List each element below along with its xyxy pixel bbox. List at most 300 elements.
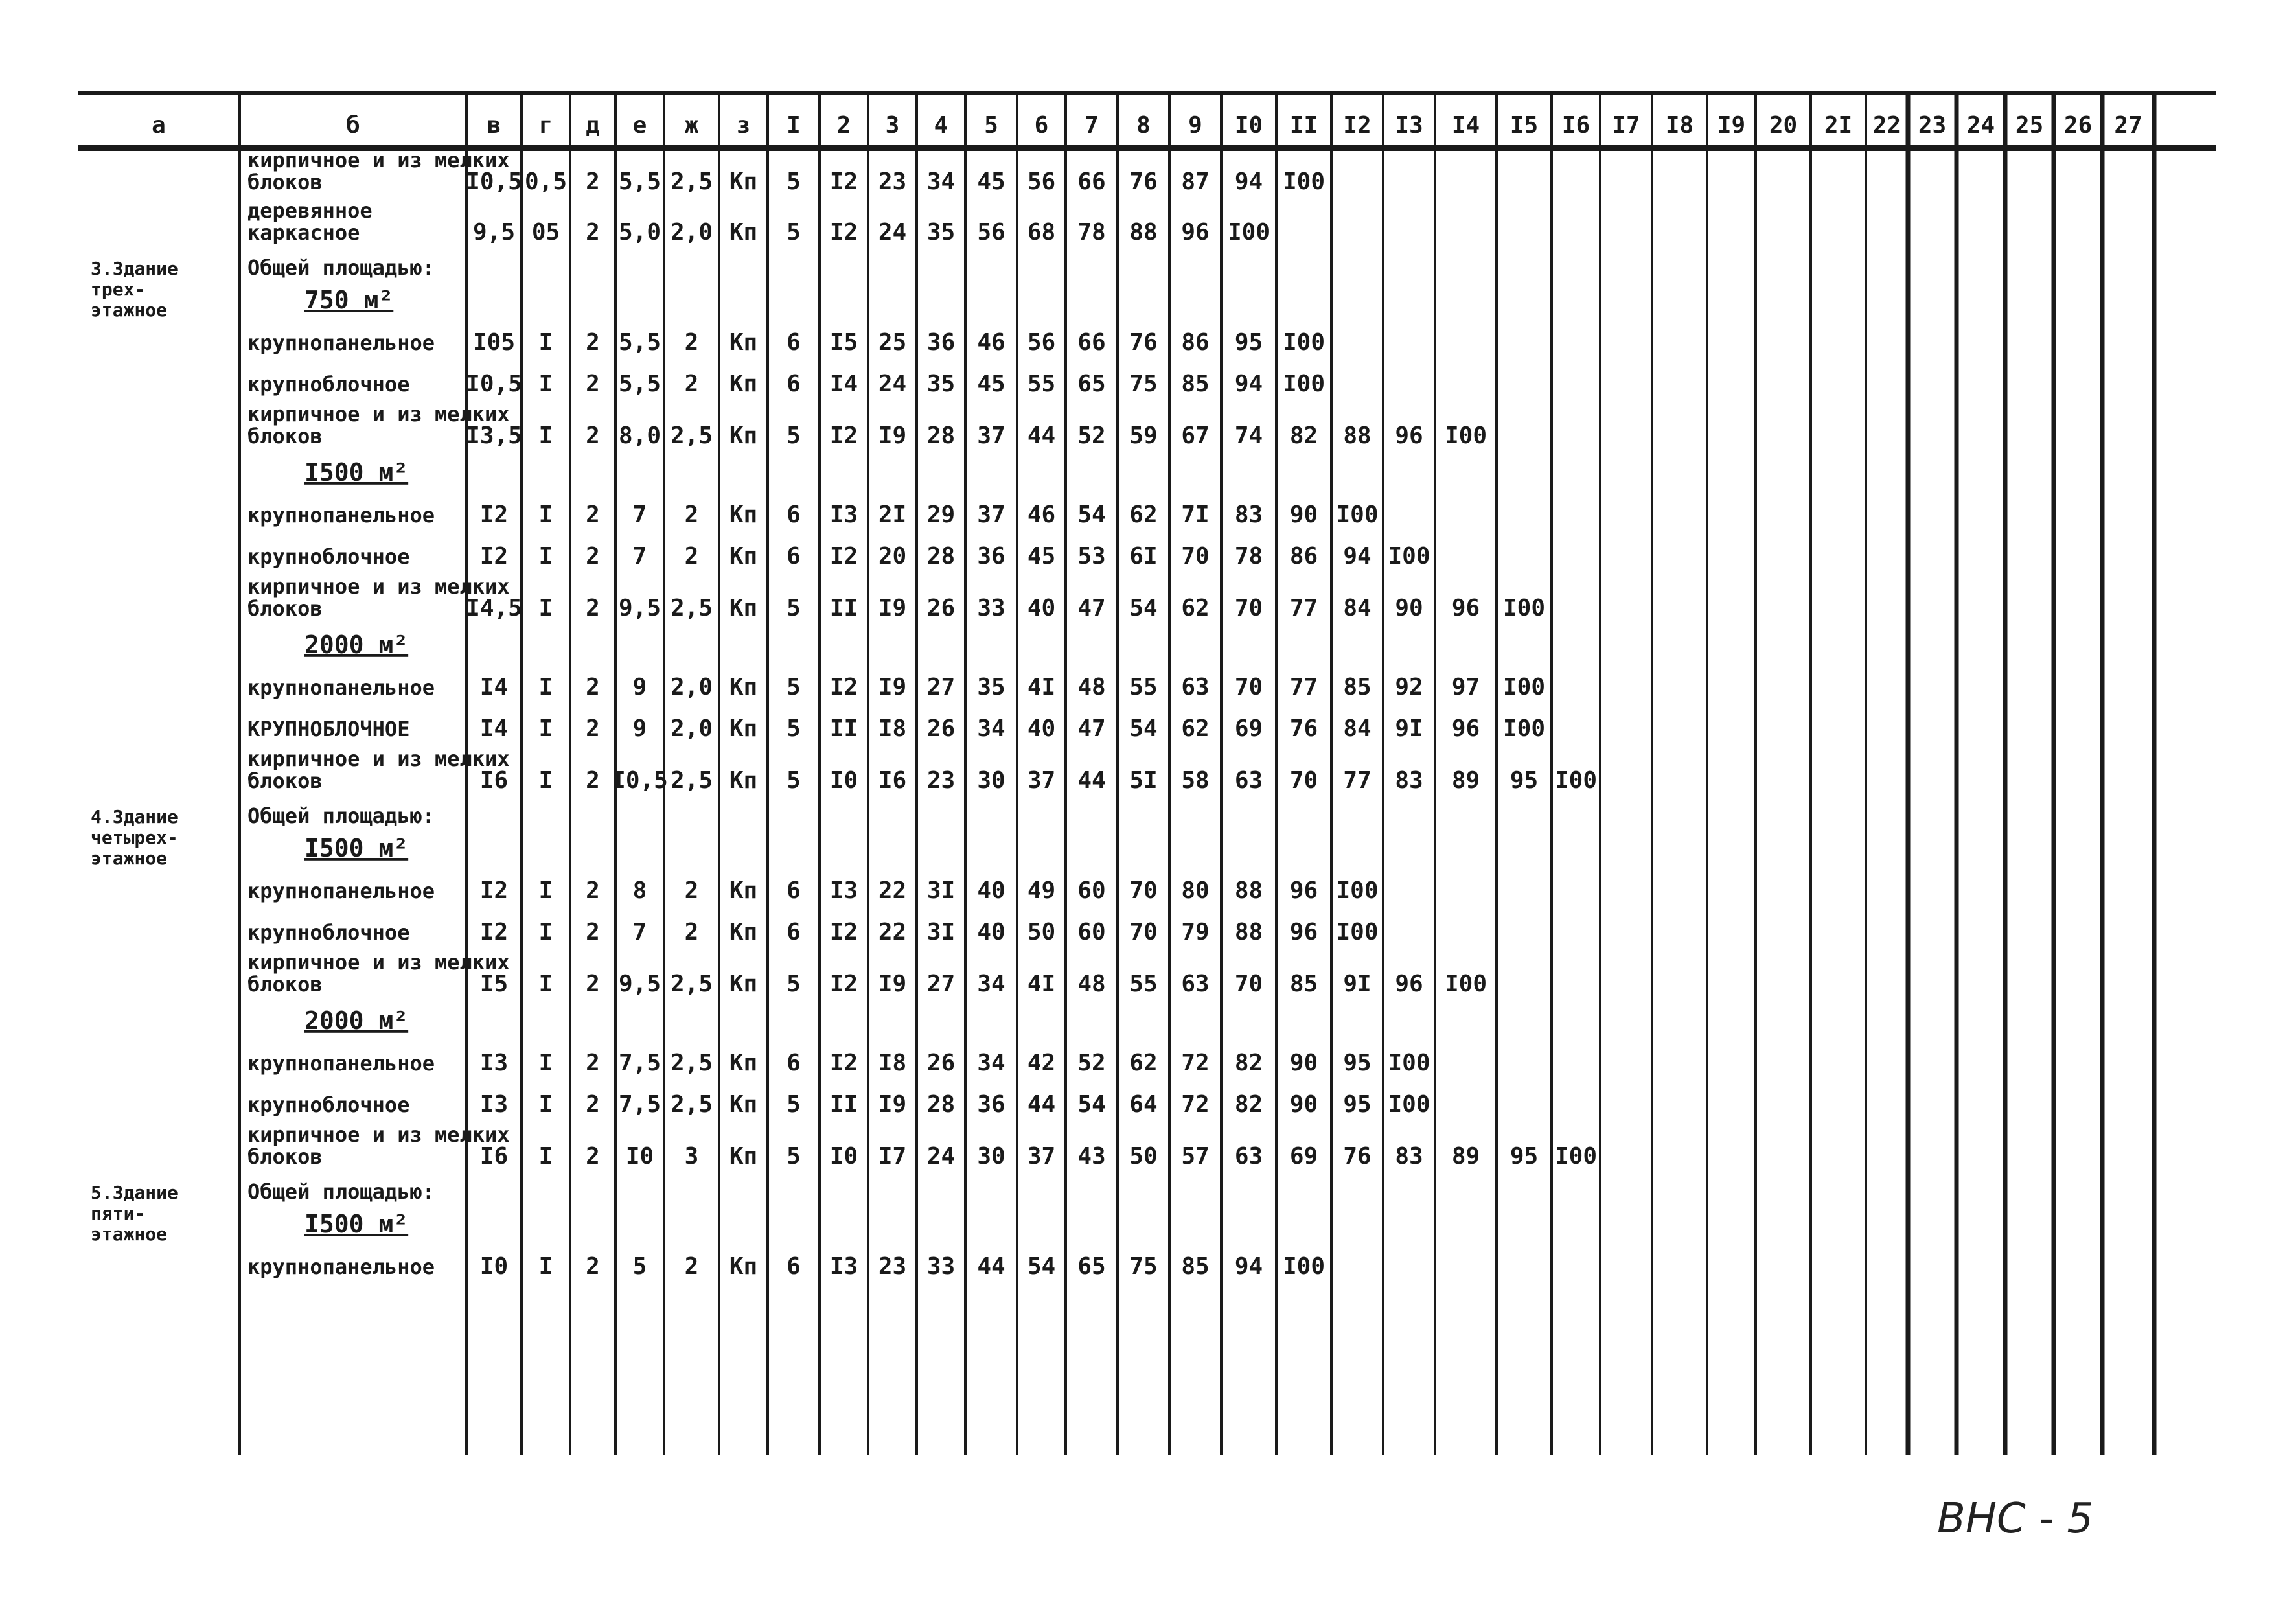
column-header: 2 bbox=[836, 112, 851, 139]
table-cell: 28 bbox=[926, 1091, 956, 1118]
table-cell: 2,5 bbox=[670, 168, 713, 195]
table-cell: 94 bbox=[1234, 168, 1263, 195]
table-cell: 82 bbox=[1234, 1050, 1263, 1076]
table-cell: 77 bbox=[1343, 767, 1372, 794]
table-cell: Кп bbox=[729, 543, 758, 570]
table-cell: I bbox=[538, 371, 553, 397]
table-cell: I2 bbox=[479, 919, 509, 945]
table-cell: 33 bbox=[926, 1253, 956, 1280]
table-cell: 76 bbox=[1343, 1143, 1372, 1170]
column-header: 24 bbox=[1966, 112, 1995, 139]
table-cell: 26 bbox=[926, 595, 956, 621]
table-cell: 5 bbox=[786, 1143, 801, 1170]
table-cell: 64 bbox=[1129, 1091, 1158, 1118]
table-cell: I00 bbox=[1554, 1143, 1598, 1170]
table-cell: 85 bbox=[1181, 1253, 1210, 1280]
table-cell: I00 bbox=[1444, 422, 1487, 449]
table-cell: 34 bbox=[977, 715, 1005, 742]
table-cell: 6 bbox=[786, 919, 801, 945]
table-cell: 2 bbox=[586, 674, 600, 700]
column-header: д bbox=[586, 112, 600, 139]
table-cell: Кп bbox=[729, 919, 758, 945]
table-cell: 56 bbox=[1027, 168, 1056, 195]
row-name: крупнопанельное bbox=[247, 879, 435, 903]
row-name: крупнопанельное bbox=[247, 1051, 435, 1076]
table-cell: 2 bbox=[586, 1143, 600, 1170]
table-cell: 62 bbox=[1181, 595, 1210, 621]
table-cell: I3 bbox=[479, 1091, 509, 1118]
table-cell: I00 bbox=[1227, 219, 1270, 246]
table-cell: 87 bbox=[1181, 168, 1210, 195]
table-cell: 60 bbox=[1077, 919, 1106, 945]
table-cell: I0 bbox=[479, 1253, 509, 1280]
table-cell: 2 bbox=[586, 1050, 600, 1076]
table-cell: 5 bbox=[786, 767, 801, 794]
table-cell: 65 bbox=[1077, 371, 1106, 397]
table-cell: 97 bbox=[1451, 674, 1480, 700]
table-cell: 40 bbox=[977, 919, 1005, 945]
table-cell: 9,5 bbox=[618, 971, 661, 997]
table-cell: 40 bbox=[1027, 595, 1056, 621]
table-cell: I0,5 bbox=[466, 168, 522, 195]
row-name: кирпичное и из мелких блоков bbox=[247, 950, 510, 997]
table-cell: 70 bbox=[1234, 674, 1263, 700]
table-cell: 94 bbox=[1234, 371, 1263, 397]
table-cell: 37 bbox=[1027, 1143, 1056, 1170]
table-cell: 36 bbox=[977, 543, 1005, 570]
table-cell: 90 bbox=[1289, 502, 1318, 528]
table-cell: 3I bbox=[926, 919, 956, 945]
table-cell: I00 bbox=[1282, 168, 1326, 195]
table-cell: 4I bbox=[1027, 674, 1056, 700]
table-cell: 75 bbox=[1129, 1253, 1158, 1280]
table-cell: 88 bbox=[1234, 919, 1263, 945]
table-cell: 2 bbox=[586, 1091, 600, 1118]
table-cell: 24 bbox=[926, 1143, 956, 1170]
table-cell: II bbox=[829, 595, 858, 621]
table-cell: II bbox=[829, 715, 858, 742]
table-cell: Кп bbox=[729, 329, 758, 356]
table-cell: 68 bbox=[1027, 219, 1056, 246]
row-name: крупнопанельное bbox=[247, 1254, 435, 1279]
table-cell: I6 bbox=[878, 767, 907, 794]
table-cell: 62 bbox=[1129, 1050, 1158, 1076]
table-cell: 62 bbox=[1181, 715, 1210, 742]
table-cell: 69 bbox=[1289, 1143, 1318, 1170]
table-cell: Кп bbox=[729, 1143, 758, 1170]
table-cell: I00 bbox=[1554, 767, 1598, 794]
column-header: в bbox=[487, 112, 501, 139]
row-name: крупноблочное bbox=[247, 1093, 410, 1117]
table-cell: 2,5 bbox=[670, 595, 713, 621]
table-cell: 9,5 bbox=[472, 219, 516, 246]
table-cell: 36 bbox=[977, 1091, 1005, 1118]
table-cell: I8 bbox=[878, 715, 907, 742]
table-cell: 26 bbox=[926, 1050, 956, 1076]
table-cell: I00 bbox=[1282, 1253, 1326, 1280]
table-cell: 2 bbox=[586, 971, 600, 997]
table-cell: 95 bbox=[1510, 1143, 1539, 1170]
row-name: кирпичное и из мелких блоков bbox=[247, 746, 510, 793]
table-cell: I9 bbox=[878, 595, 907, 621]
table-cell: 96 bbox=[1451, 595, 1480, 621]
table-cell: 6 bbox=[786, 543, 801, 570]
table-cell: Кп bbox=[729, 877, 758, 904]
table-cell: 70 bbox=[1234, 595, 1263, 621]
table-cell: 88 bbox=[1129, 219, 1158, 246]
table-cell: 6 bbox=[786, 877, 801, 904]
table-cell: I00 bbox=[1388, 1091, 1430, 1118]
table-cell: I2 bbox=[829, 168, 858, 195]
table-cell: I5 bbox=[479, 971, 509, 997]
table-cell: 44 bbox=[977, 1253, 1005, 1280]
column-header: I8 bbox=[1665, 112, 1694, 139]
table-cell: 8 bbox=[632, 877, 647, 904]
column-header: б bbox=[346, 112, 360, 139]
table-cell: 5,5 bbox=[618, 329, 661, 356]
table-cell: 9 bbox=[632, 715, 647, 742]
table-cell: 70 bbox=[1234, 971, 1263, 997]
table-cell: Кп bbox=[729, 219, 758, 246]
table-cell: 2 bbox=[586, 919, 600, 945]
table-cell: I9 bbox=[878, 674, 907, 700]
table-cell: I7 bbox=[878, 1143, 907, 1170]
table-cell: I3 bbox=[829, 1253, 858, 1280]
table-cell: I2 bbox=[479, 543, 509, 570]
table-cell: 48 bbox=[1077, 971, 1106, 997]
table-cell: 46 bbox=[1027, 502, 1056, 528]
table-cell: 2 bbox=[684, 1253, 699, 1280]
table-cell: I bbox=[538, 595, 553, 621]
area-label: 2000 м² bbox=[304, 630, 409, 659]
table-cell: 2 bbox=[586, 219, 600, 246]
table-cell: 96 bbox=[1451, 715, 1480, 742]
table-cell: I bbox=[538, 1050, 553, 1076]
table-cell: 25 bbox=[878, 329, 907, 356]
area-label: I500 м² bbox=[304, 1210, 409, 1238]
table-cell: 3 bbox=[684, 1143, 699, 1170]
table-cell: 8,0 bbox=[618, 422, 661, 449]
table-cell: Кп bbox=[729, 767, 758, 794]
table-cell: 7,5 bbox=[618, 1050, 661, 1076]
table-cell: 54 bbox=[1129, 715, 1158, 742]
table-cell: I2 bbox=[829, 674, 858, 700]
table-cell: 88 bbox=[1234, 877, 1263, 904]
table-cell: I bbox=[538, 767, 553, 794]
table-cell: I00 bbox=[1282, 329, 1326, 356]
table-cell: 2 bbox=[586, 1253, 600, 1280]
table-cell: 5 bbox=[632, 1253, 647, 1280]
table-cell: 37 bbox=[977, 502, 1005, 528]
column-header: I9 bbox=[1717, 112, 1746, 139]
table-cell: 2,5 bbox=[670, 971, 713, 997]
table-cell: 70 bbox=[1129, 919, 1158, 945]
table-cell: 5,5 bbox=[618, 371, 661, 397]
table-cell: 78 bbox=[1234, 543, 1263, 570]
table-cell: Кп bbox=[729, 168, 758, 195]
column-header: I3 bbox=[1395, 112, 1423, 139]
table-cell: 66 bbox=[1077, 329, 1106, 356]
row-name: КРУПНОБЛОЧНОЕ bbox=[247, 717, 410, 741]
section-label: 5.Здание пяти-этажное bbox=[91, 1182, 178, 1245]
table-cell: 34 bbox=[977, 971, 1005, 997]
table-cell: 47 bbox=[1077, 595, 1106, 621]
table-cell: 76 bbox=[1129, 329, 1158, 356]
table-cell: 30 bbox=[977, 767, 1005, 794]
table-cell: 50 bbox=[1027, 919, 1056, 945]
area-label: I500 м² bbox=[304, 458, 409, 487]
table-cell: 2I bbox=[878, 502, 907, 528]
table-cell: I00 bbox=[1336, 877, 1379, 904]
table-cell: 2 bbox=[586, 715, 600, 742]
row-name: крупнопанельное bbox=[247, 675, 435, 700]
table-cell: 70 bbox=[1289, 767, 1318, 794]
table-cell: I05 bbox=[472, 329, 516, 356]
row-name: крупнопанельное bbox=[247, 330, 435, 355]
table-cell: 55 bbox=[1129, 971, 1158, 997]
table-cell: 7 bbox=[632, 543, 647, 570]
table-cell: 2 bbox=[684, 329, 699, 356]
table-cell: 36 bbox=[926, 329, 956, 356]
table-cell: 5I bbox=[1129, 767, 1158, 794]
table-cell: Кп bbox=[729, 1091, 758, 1118]
table-cell: 60 bbox=[1077, 877, 1106, 904]
table-cell: II bbox=[829, 1091, 858, 1118]
table-cell: 47 bbox=[1077, 715, 1106, 742]
table-cell: 75 bbox=[1129, 371, 1158, 397]
table-cell: I00 bbox=[1502, 715, 1546, 742]
table-cell: I bbox=[538, 502, 553, 528]
table-cell: 37 bbox=[977, 422, 1005, 449]
row-name: деревянное каркасное bbox=[247, 198, 373, 245]
column-header: 22 bbox=[1872, 112, 1901, 139]
table-cell: I bbox=[538, 543, 553, 570]
table-cell: 83 bbox=[1395, 767, 1423, 794]
table-cell: 7 bbox=[632, 919, 647, 945]
table-cell: 90 bbox=[1289, 1091, 1318, 1118]
table-cell: 22 bbox=[878, 877, 907, 904]
column-header: II bbox=[1289, 112, 1318, 139]
table-cell: 96 bbox=[1289, 877, 1318, 904]
table-cell: 7I bbox=[1181, 502, 1210, 528]
column-header: 7 bbox=[1085, 112, 1099, 139]
table-cell: 2,5 bbox=[670, 422, 713, 449]
column-header: 5 bbox=[984, 112, 998, 139]
row-name: кирпичное и из мелких блоков bbox=[247, 402, 510, 448]
table-cell: 7 bbox=[632, 502, 647, 528]
table-cell: 2 bbox=[586, 168, 600, 195]
column-header: 20 bbox=[1769, 112, 1798, 139]
table-cell: 5,0 bbox=[618, 219, 661, 246]
table-cell: 70 bbox=[1181, 543, 1210, 570]
column-header: I6 bbox=[1561, 112, 1590, 139]
table-cell: 67 bbox=[1181, 422, 1210, 449]
column-header: 4 bbox=[934, 112, 948, 139]
table-cell: 58 bbox=[1181, 767, 1210, 794]
column-header: 25 bbox=[2015, 112, 2044, 139]
table-cell: Кп bbox=[729, 674, 758, 700]
table-cell: 2 bbox=[586, 877, 600, 904]
table-cell: 52 bbox=[1077, 422, 1106, 449]
table-cell: I2 bbox=[829, 919, 858, 945]
row-name: кирпичное и из мелких блоков bbox=[247, 1122, 510, 1169]
table-cell: 2,0 bbox=[670, 219, 713, 246]
table-cell: 2 bbox=[684, 502, 699, 528]
table-cell: 43 bbox=[1077, 1143, 1106, 1170]
table-cell: I5 bbox=[829, 329, 858, 356]
table-cell: I00 bbox=[1444, 971, 1487, 997]
table-cell: I00 bbox=[1282, 371, 1326, 397]
table-cell: I00 bbox=[1502, 674, 1546, 700]
table-cell: 77 bbox=[1289, 595, 1318, 621]
table-cell: I2 bbox=[829, 971, 858, 997]
table-cell: 9I bbox=[1395, 715, 1423, 742]
table-cell: I bbox=[538, 877, 553, 904]
table-cell: 63 bbox=[1234, 1143, 1263, 1170]
table-cell: 40 bbox=[977, 877, 1005, 904]
table-cell: I9 bbox=[878, 422, 907, 449]
table-cell: I0,5 bbox=[466, 371, 522, 397]
table-cell: I3 bbox=[479, 1050, 509, 1076]
table-cell: 50 bbox=[1129, 1143, 1158, 1170]
table-cell: 9 bbox=[632, 674, 647, 700]
table-cell: 05 bbox=[531, 219, 560, 246]
table-cell: I4 bbox=[829, 371, 858, 397]
table-cell: 95 bbox=[1343, 1050, 1372, 1076]
table-cell: 2 bbox=[586, 502, 600, 528]
table-cell: 4I bbox=[1027, 971, 1056, 997]
row-name: кирпичное и из мелких блоков bbox=[247, 148, 510, 194]
table-cell: 26 bbox=[926, 715, 956, 742]
table-cell: I00 bbox=[1388, 1050, 1430, 1076]
table-cell: 2 bbox=[586, 422, 600, 449]
table-cell: 90 bbox=[1395, 595, 1423, 621]
table-cell: 45 bbox=[1027, 543, 1056, 570]
table-cell: 2,5 bbox=[670, 767, 713, 794]
table-cell: 30 bbox=[977, 1143, 1005, 1170]
row-name: крупноблочное bbox=[247, 372, 410, 397]
table-cell: 40 bbox=[1027, 715, 1056, 742]
table-cell: 2 bbox=[684, 543, 699, 570]
area-label: 750 м² bbox=[304, 286, 394, 314]
table-cell: I3,5 bbox=[466, 422, 522, 449]
table-cell: 5 bbox=[786, 219, 801, 246]
table-cell: 52 bbox=[1077, 1050, 1106, 1076]
table-cell: Кп bbox=[729, 971, 758, 997]
row-name: кирпичное и из мелких блоков bbox=[247, 574, 510, 621]
table-cell: I bbox=[538, 1143, 553, 1170]
table-cell: 72 bbox=[1181, 1050, 1210, 1076]
table-cell: I bbox=[538, 715, 553, 742]
table-cell: 66 bbox=[1077, 168, 1106, 195]
section-label: 3.Здание трех-этажное bbox=[91, 258, 178, 321]
table-cell: I9 bbox=[878, 1091, 907, 1118]
table-cell: 44 bbox=[1077, 767, 1106, 794]
table-cell: 84 bbox=[1343, 715, 1372, 742]
table-cell: I0 bbox=[829, 1143, 858, 1170]
table-cell: 2 bbox=[586, 543, 600, 570]
table-cell: Кп bbox=[729, 1253, 758, 1280]
table-cell: 88 bbox=[1343, 422, 1372, 449]
table-cell: I bbox=[538, 1091, 553, 1118]
area-label: I500 м² bbox=[304, 834, 409, 862]
table-cell: 23 bbox=[878, 1253, 907, 1280]
table-cell: 63 bbox=[1234, 767, 1263, 794]
table-cell: 2,5 bbox=[670, 1050, 713, 1076]
table-cell: 54 bbox=[1077, 1091, 1106, 1118]
table-cell: I2 bbox=[479, 502, 509, 528]
table-cell: I2 bbox=[829, 543, 858, 570]
table-cell: 34 bbox=[977, 1050, 1005, 1076]
table-cell: 96 bbox=[1181, 219, 1210, 246]
table-cell: 95 bbox=[1234, 329, 1263, 356]
table-cell: 5 bbox=[786, 1091, 801, 1118]
table-cell: 27 bbox=[926, 674, 956, 700]
table-cell: Кп bbox=[729, 502, 758, 528]
table-cell: 82 bbox=[1234, 1091, 1263, 1118]
table-cell: 5 bbox=[786, 715, 801, 742]
table-cell: I bbox=[538, 329, 553, 356]
table-cell: Кп bbox=[729, 422, 758, 449]
table-cell: 96 bbox=[1395, 422, 1423, 449]
table-cell: 24 bbox=[878, 371, 907, 397]
table-cell: 9,5 bbox=[618, 595, 661, 621]
table-cell: 44 bbox=[1027, 1091, 1056, 1118]
table-cell: 53 bbox=[1077, 543, 1106, 570]
column-header: г bbox=[538, 112, 553, 139]
table-cell: 74 bbox=[1234, 422, 1263, 449]
table-cell: 83 bbox=[1234, 502, 1263, 528]
table-cell: 95 bbox=[1343, 1091, 1372, 1118]
table-cell: 28 bbox=[926, 422, 956, 449]
table-cell: 86 bbox=[1181, 329, 1210, 356]
column-header: 8 bbox=[1136, 112, 1151, 139]
table-cell: I2 bbox=[829, 422, 858, 449]
table-cell: 2 bbox=[586, 371, 600, 397]
table-cell: 20 bbox=[878, 543, 907, 570]
table-cell: 6I bbox=[1129, 543, 1158, 570]
table-cell: 3I bbox=[926, 877, 956, 904]
table-cell: 2 bbox=[684, 919, 699, 945]
table-cell: 37 bbox=[1027, 767, 1056, 794]
table-cell: 48 bbox=[1077, 674, 1106, 700]
table-cell: 33 bbox=[977, 595, 1005, 621]
table-cell: 2 bbox=[586, 329, 600, 356]
table-cell: 23 bbox=[926, 767, 956, 794]
table-cell: 42 bbox=[1027, 1050, 1056, 1076]
table-cell: 35 bbox=[977, 674, 1005, 700]
table-cell: I bbox=[538, 971, 553, 997]
table-cell: 85 bbox=[1343, 674, 1372, 700]
table-cell: 96 bbox=[1395, 971, 1423, 997]
table-cell: 29 bbox=[926, 502, 956, 528]
table-cell: 23 bbox=[878, 168, 907, 195]
table-cell: 83 bbox=[1395, 1143, 1423, 1170]
table-cell: 27 bbox=[926, 971, 956, 997]
table-cell: 44 bbox=[1027, 422, 1056, 449]
table-cell: 46 bbox=[977, 329, 1005, 356]
table-cell: I8 bbox=[878, 1050, 907, 1076]
table-cell: Кп bbox=[729, 595, 758, 621]
table-cell: I3 bbox=[829, 502, 858, 528]
column-header: 26 bbox=[2063, 112, 2093, 139]
column-header: I4 bbox=[1451, 112, 1480, 139]
table-cell: I00 bbox=[1388, 543, 1430, 570]
table-cell: 5,5 bbox=[618, 168, 661, 195]
table-cell: 70 bbox=[1129, 877, 1158, 904]
table-cell: 0,5 bbox=[524, 168, 568, 195]
row-name: крупноблочное bbox=[247, 544, 410, 569]
